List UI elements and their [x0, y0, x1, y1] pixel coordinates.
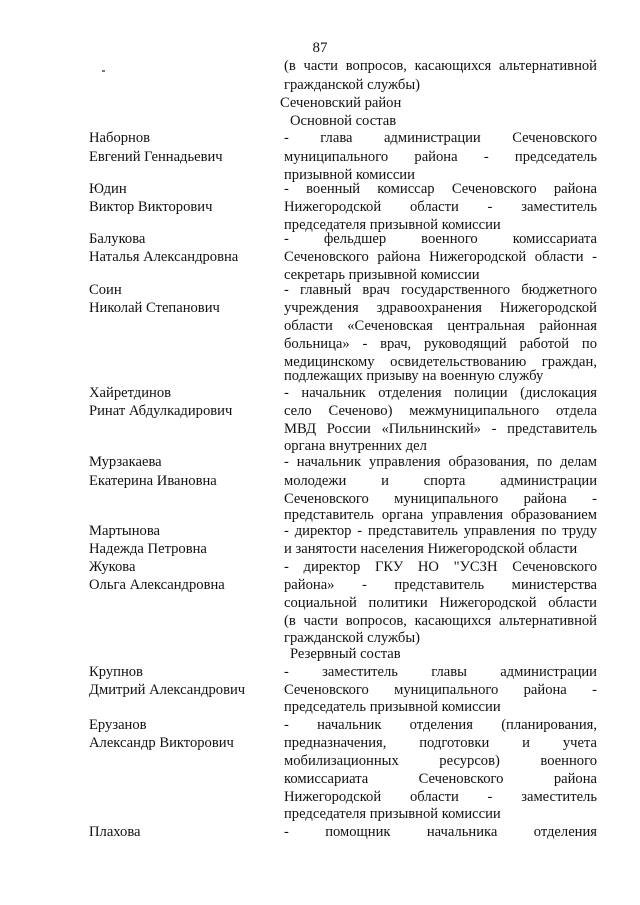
member-role: (в части вопросов, касающихся альтернативной — [284, 613, 597, 629]
member-role: - начальник отделения (планирования, — [284, 717, 597, 733]
member-role: медицинскому освидетельствованию граждан, — [284, 354, 597, 370]
member-name: Жукова — [89, 559, 136, 575]
member-role: председателя призывной комиссии — [284, 806, 501, 822]
member-role: Сеченовского района Нижегородской области - — [284, 249, 597, 265]
member-name: Евгений Геннадьевич — [89, 149, 223, 165]
member-role: село Сеченово) межмуниципального отдела — [284, 403, 597, 419]
member-name: Мартынова — [89, 523, 161, 539]
member-name: Наборнов — [89, 130, 151, 146]
intro-line: гражданской службы) — [284, 77, 420, 93]
member-name: Екатерина Ивановна — [89, 473, 217, 489]
member-role: гражданской службы) — [284, 630, 420, 646]
member-name: Ринат Абдулкадирович — [89, 403, 233, 419]
member-name: Наталья Александровна — [89, 249, 239, 265]
member-name: Ерузанов — [89, 717, 147, 733]
member-role: призывной комиссии — [284, 167, 415, 183]
member-role: органа внутренних дел — [284, 438, 427, 454]
member-role: - помощник начальника отделения — [284, 824, 597, 840]
member-role: Сеченовского муниципального района - — [284, 682, 597, 698]
member-name: Ольга Александровна — [89, 577, 225, 593]
member-role: МВД России «Пильнинский» - представитель — [284, 421, 597, 437]
member-role: области «Сеченовская центральная районная — [284, 318, 597, 334]
member-role: - директор ГКУ НО "УСЗН Сеченовского — [284, 559, 597, 575]
member-role: района» - представитель министерства — [284, 577, 597, 593]
member-role: председатель призывной комиссии — [284, 699, 501, 715]
member-role: - начальник управления образования, по делам — [284, 454, 597, 470]
intro-line: (в части вопросов, касающихся альтернативной — [284, 58, 597, 74]
member-role: Нижегородской области - заместитель — [284, 789, 597, 805]
member-name: Виктор Викторович — [89, 199, 213, 215]
member-role: - фельдшер военного комиссариата — [284, 231, 597, 247]
member-name: Мурзакаева — [89, 454, 162, 470]
member-role: больница» - врач, руководящий работой по — [284, 336, 597, 352]
member-name: Хайретдинов — [89, 385, 172, 401]
member-role: социальной политики Нижегородской области — [284, 595, 597, 611]
member-role: секретарь призывной комиссии — [284, 267, 480, 283]
page-number: 87 — [312, 40, 328, 56]
member-role: и занятости населения Нижегородской области — [284, 541, 578, 557]
member-name: Юдин — [89, 181, 127, 197]
member-role: муниципального района - председатель — [284, 149, 597, 165]
scan-mark — [102, 70, 105, 72]
member-name: Соин — [89, 282, 122, 298]
member-role: Нижегородской области - заместитель — [284, 199, 597, 215]
reserve-heading: Резервный состав — [290, 646, 401, 662]
member-role: - начальник отделения полиции (дислокация — [284, 385, 597, 401]
member-role: представитель органа управления образованием — [284, 507, 597, 523]
district-heading: Сеченовский район — [280, 95, 402, 111]
member-role: комиссариата Сеченовского района — [284, 771, 597, 787]
member-name: Плахова — [89, 824, 141, 840]
member-role: - глава администрации Сеченовского — [284, 130, 597, 146]
member-name: Дмитрий Александрович — [89, 682, 246, 698]
member-role: - военный комиссар Сеченовского района — [284, 181, 597, 197]
member-name: Балукова — [89, 231, 146, 247]
member-role: - заместитель главы администрации — [284, 664, 597, 680]
member-role: подлежащих призыву на военную службу — [284, 368, 544, 384]
member-name: Крупнов — [89, 664, 143, 680]
member-role: - директор - представитель управления по труду — [284, 523, 597, 539]
member-role: председателя призывной комиссии — [284, 217, 501, 233]
member-name: Александр Викторович — [89, 735, 234, 751]
member-role: мобилизационных ресурсов) военного — [284, 753, 597, 769]
member-role: молодежи и спорта администрации — [284, 473, 597, 489]
main-heading: Основной состав — [290, 113, 397, 129]
member-name: Надежда Петровна — [89, 541, 207, 557]
member-role: учреждения здравоохранения Нижегородской — [284, 300, 597, 316]
member-role: предназначения, подготовки и учета — [284, 735, 597, 751]
member-role: - главный врач государственного бюджетного — [284, 282, 597, 298]
member-name: Николай Степанович — [89, 300, 220, 316]
member-role: Сеченовского муниципального района - — [284, 491, 597, 507]
